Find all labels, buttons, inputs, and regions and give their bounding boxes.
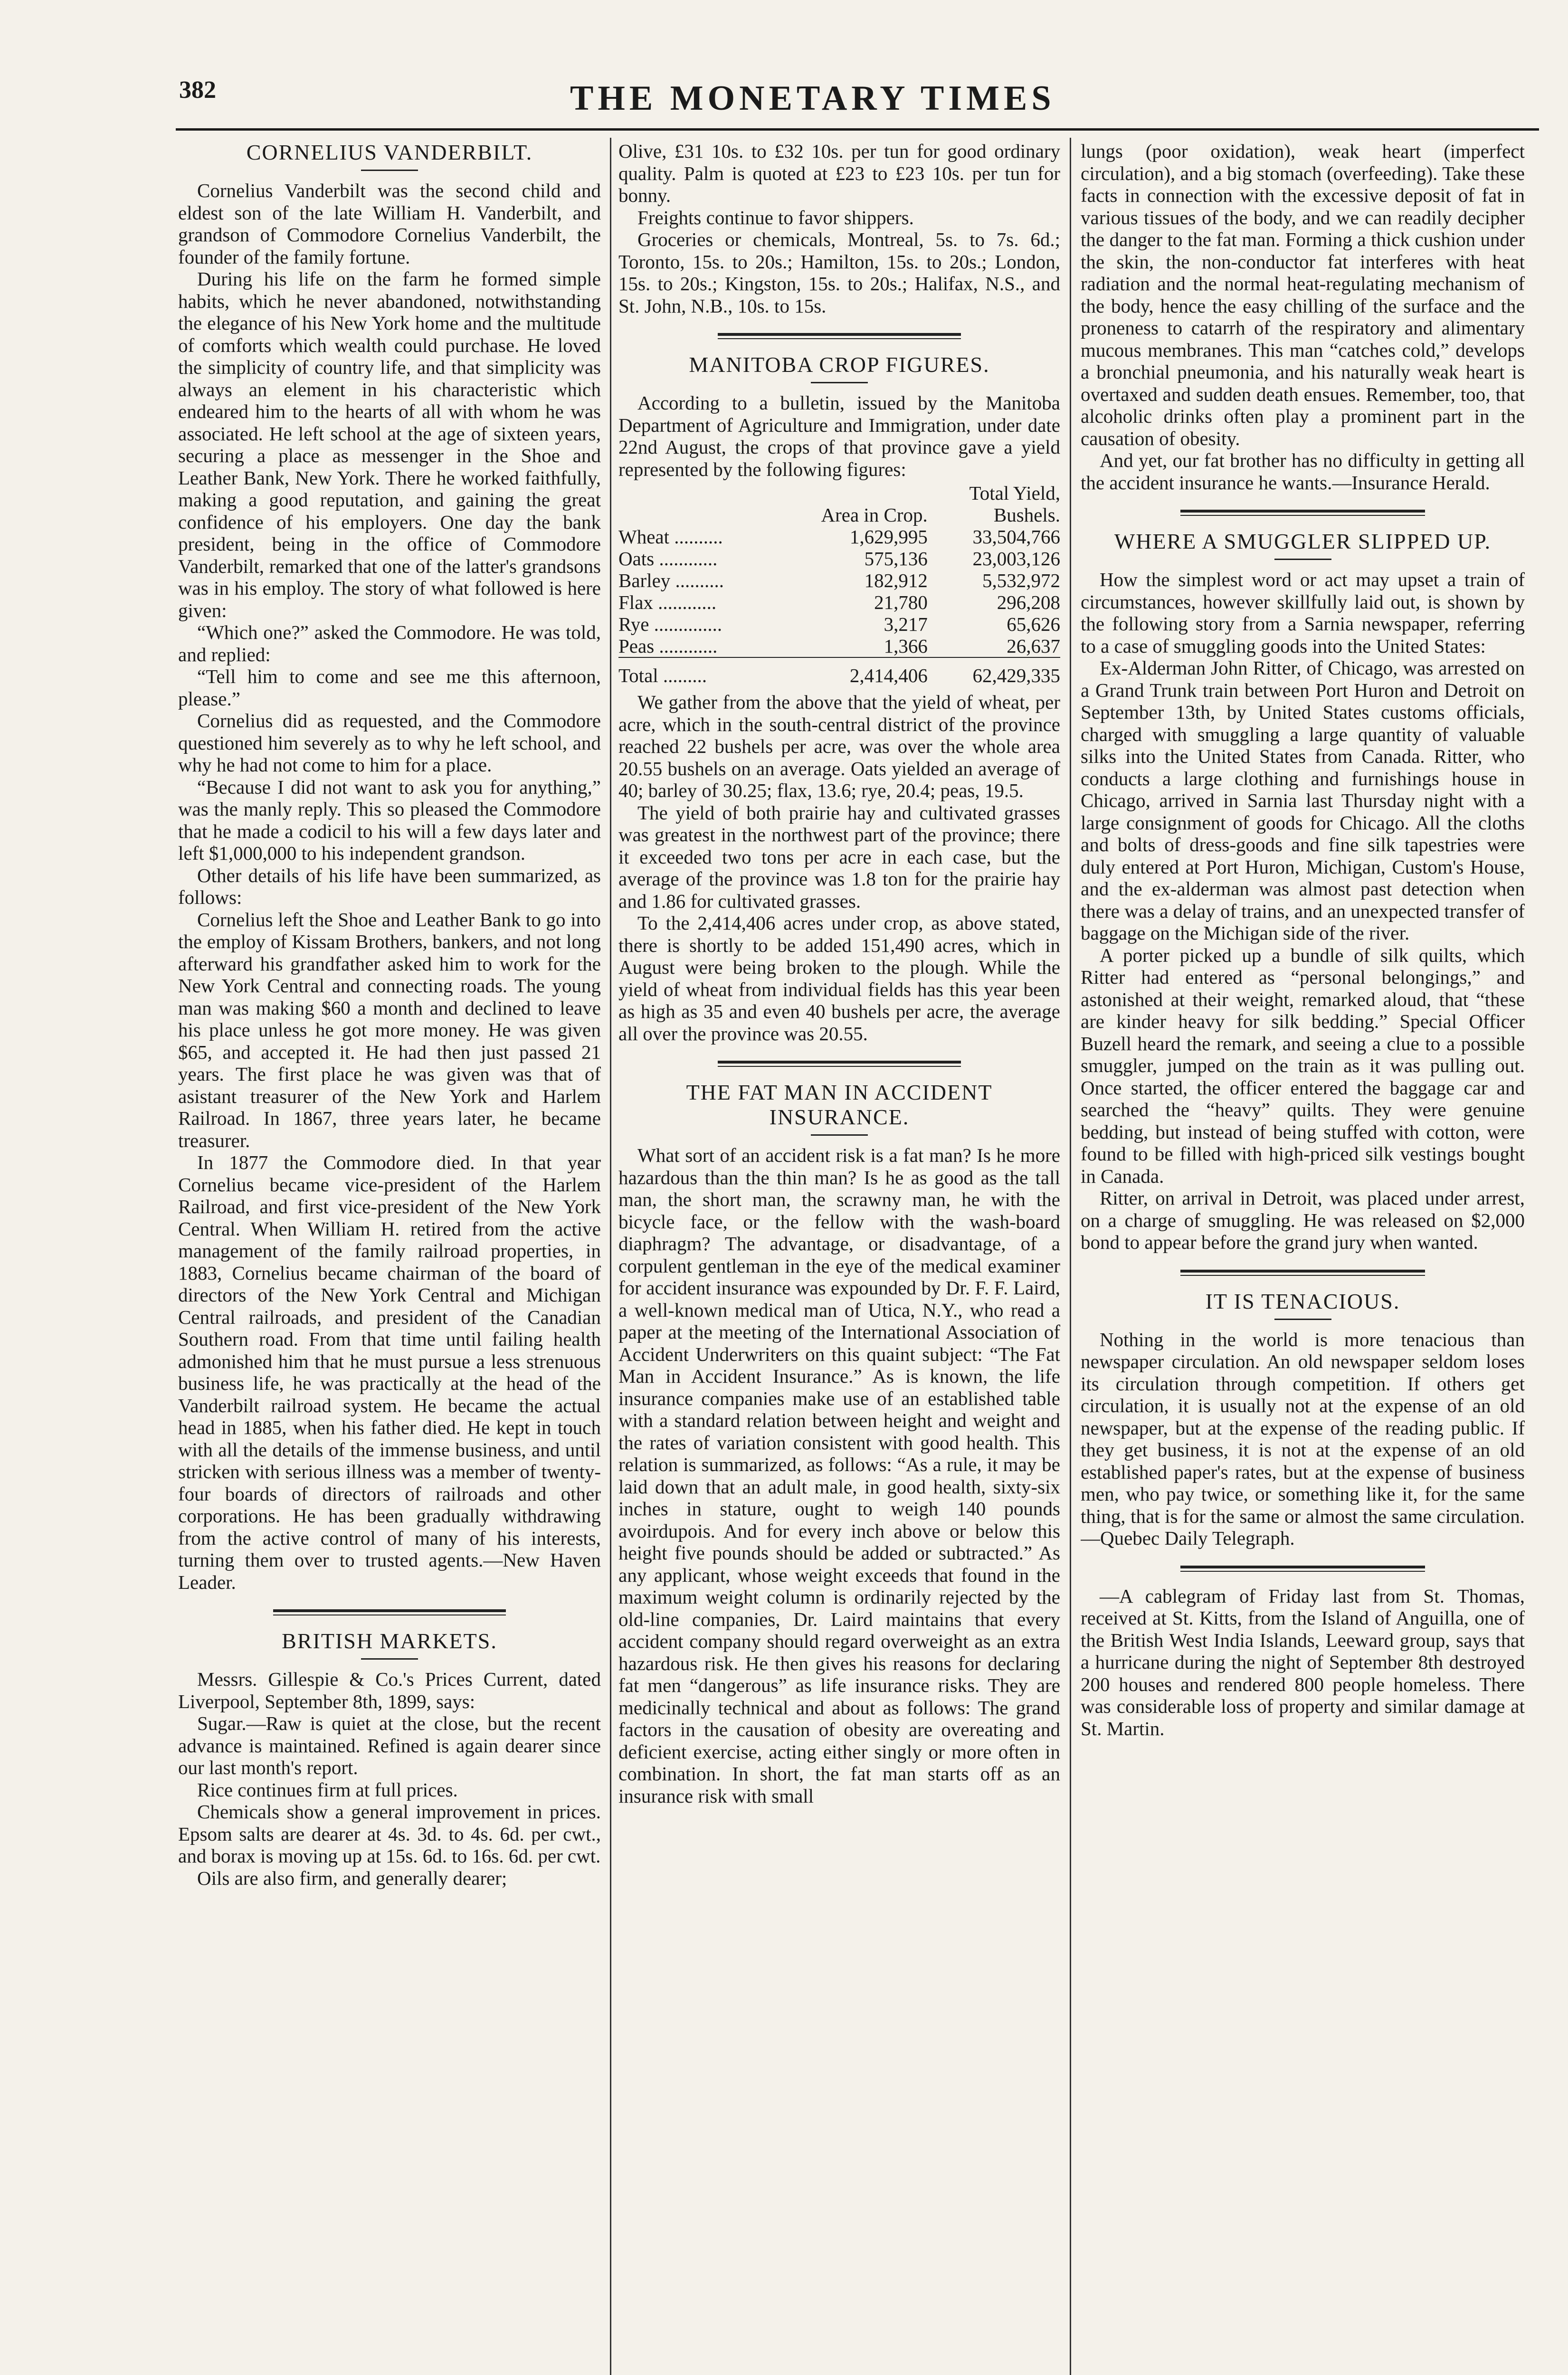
- paragraph: In 1877 the Commodore died. In that year Cornelius became vice-president of the Harlem Railroad, and first vice-president of the New York Central. When William H. retired from the active management of the family railroad properties, in 1883, Cornelius became chairman of the board of directors of the New York Central and Michigan Central railroads, and president of the Canadian Southern road. From that time until failing health admonished him that he must pursue a less strenuous business life, he was practically at the head of the Vanderbilt railroad system. He became the actual head in 1885, when his father died. He kept in touch with all the details of the immense business, and until stricken with serious illness was a member of twenty-four boards of directors of railroads and other corporations. He has been gradually withdrawing from the active control of many of his interests, turning them over to trusted agents.—New Haven Leader.: [178, 1151, 601, 1593]
- paragraph: Other details of his life have been summarized, as follows:: [178, 864, 601, 908]
- paragraph: Freights continue to favor shippers.: [637, 206, 914, 228]
- article-title-fat-man: THE FAT MAN IN ACCIDENT INSURANCE.: [686, 1080, 993, 1129]
- article-title-british-markets: BRITISH MARKETS.: [282, 1629, 497, 1653]
- vanderbilt-article: [178, 140, 601, 1593]
- column-divider-2: [1070, 138, 1071, 2375]
- table-row: Barley .......... 182,912 5,532,972: [618, 570, 1060, 591]
- table-row: Flax ............ 21,780 296,208: [618, 591, 1060, 613]
- tenacious-article: [1081, 1289, 1525, 1549]
- table-row: Peas ............ 1,366 26,637: [618, 635, 1060, 657]
- page-number: 382: [179, 76, 216, 104]
- column-1: [178, 140, 601, 2375]
- paragraph: How the simplest word or act may upset a train of circumstances, however skillfully laid out, is shown by the following story from a Sarnia newspaper, referring to a case of smuggling goods into the United States:: [1081, 569, 1525, 657]
- title-underline: [361, 1658, 418, 1660]
- column-3: [1081, 140, 1525, 2375]
- manitoba-article: [618, 352, 1060, 1045]
- title-underline: [1274, 1319, 1331, 1320]
- article-title-vanderbilt: CORNELIUS VANDERBILT.: [246, 140, 533, 164]
- paragraph: Oils are also firm, and generally dearer;: [197, 1867, 507, 1889]
- british-markets-article: [178, 1629, 601, 1889]
- table-header-area: Area in Crop.: [821, 504, 928, 526]
- paragraph: Ex-Alderman John Ritter, of Chicago, was arrested on a Grand Trunk train between Port Huron and Detroit on September 13th, by United States customs officials, charged with smuggling a large quantity of valuable silks into the United States from Canada. Ritter, who conducts a large clothing and furnishings house in Chicago, arrived in Sarnia last Thursday night with a large consignment of goods for Chicago. All the cloths and bolts of dress-goods and fine silk tapestries were duly entered at Port Huron, Michigan, Custom's House, and the ex-alderman was almost past detection when there was a delay of trains, and an unexpected transfer of baggage on the Michigan side of the river.: [1081, 657, 1525, 944]
- paragraph: To the 2,414,406 acres under crop, as above stated, there is shortly to be added 151,490 acres, which in August were being broken to the plough. While the yield of wheat from individual fields has this year been as high as 35 and even 40 bushels per acre, the average all over the province was 20.55.: [618, 912, 1060, 1045]
- article-title-tenacious: IT IS TENACIOUS.: [1205, 1289, 1400, 1313]
- paragraph: Ritter, on arrival in Detroit, was placed under arrest, on a charge of smuggling. He was released on $2,000 bond to appear before the grand jury when wanted.: [1081, 1187, 1525, 1253]
- column-divider-1: [610, 138, 611, 2375]
- paragraph: lungs (poor oxidation), weak heart (imperfect circulation), and a big stomach (overfeeding). Take these facts in connection with the excessive deposit of fat in various tissues of the body, and we can readily decipher the danger to the fat man. Forming a thick cushion under the skin, the non-conductor fat interferes with heat radiation and the normal heat-regulating mechanism of the body, hence the easy chilling of the surface and the proneness to catarrh of the respiratory and alimentary mucous membranes. This man “catches cold,” develops a bronchial pneumonia, and his naturally weak heart is overtaxed and sudden death ensues. Remember, too, that alcoholic drinks often play a prominent part in the causation of obesity.: [1081, 140, 1525, 449]
- article-title-manitoba: MANITOBA CROP FIGURES.: [689, 352, 990, 377]
- british-markets-continued: [618, 140, 1060, 317]
- paragraph: Rice continues firm at full prices.: [197, 1778, 458, 1801]
- table-total-row: Total ......... 2,414,406 62,429,335: [618, 665, 1060, 686]
- paragraph: “Which one?” asked the Commodore. He was told, and replied:: [178, 621, 601, 665]
- fat-man-article: [618, 1080, 1060, 1807]
- title-underline: [811, 1134, 868, 1136]
- section-divider: [1180, 510, 1425, 516]
- paragraph: According to a bulletin, issued by the Manitoba Department of Agriculture and Immigration, under date 22nd August, the crops of that province gave a yield represented by the following figures:: [618, 392, 1060, 480]
- smuggler-article: [1081, 529, 1525, 1254]
- paragraph: A porter picked up a bundle of silk quilts, which Ritter had entered as “personal belongings,” and astonished at their weight, remarked aloud, that “these are kinder heavy for silk bedding.” Special Officer Buzell heard the remark, and seeing a clue to a possible smuggler, jumped on the train as it was pulling out. Once started, the officer entered the baggage car and searched the “heavy” quilts. They were genuine bedding, but instead of being stuffed with cotton, were found to be filled with high-priced silk vestings bought in Canada.: [1081, 944, 1525, 1187]
- section-divider: [718, 1061, 961, 1067]
- table-header-top: Total Yield,: [969, 482, 1060, 504]
- paragraph: Messrs. Gillespie & Co.'s Prices Current, dated Liverpool, September 8th, 1899, says:: [178, 1668, 601, 1712]
- paragraph: Sugar.—Raw is quiet at the close, but the recent advance is maintained. Refined is again dearer since our last month's report.: [178, 1712, 601, 1778]
- table-row: Oats ............ 575,136 23,003,126: [618, 548, 1060, 570]
- cablegram-item: [1081, 1585, 1525, 1740]
- section-divider: [273, 1609, 506, 1615]
- paragraph: Chemicals show a general improvement in prices. Epsom salts are dearer at 4s. 3d. to 4s. 6d. per cwt., and borax is moving up at 15s. 6d. to 16s. 6d. per cwt.: [178, 1801, 601, 1867]
- paragraph: What sort of an accident risk is a fat man? Is he more hazardous than the thin man? Is he as good as the tall man, the short man, the scrawny man, he with the bicycle face, or the fellow with the wash-board diaphragm? The advantage, or disadvantage, of a corpulent gentleman in the eye of the medical examiner for accident insurance was expounded by Dr. F. F. Laird, a well-known medical man of Utica, N.Y., who read a paper at the meeting of the International Association of Accident Underwriters on this quaint subject: “The Fat Man in Accident Insurance.” As is known, the life insurance companies make use of an established table with a standard relation between height and weight and the rates of variation consistent with good health. This relation is summarized, as follows: “As a rule, it may be laid down that an adult male, in good health, sixty-six inches in stature, ought to weigh 140 pounds avoirdupois. And for every inch above or below this height five pounds should be added or subtracted.” As any applicant, whose weight exceeds that found in the maximum weight column is ordinarily rejected by the old-line companies, Dr. Laird maintains that every accident company should regard overweight as an extra hazardous risk. He then gives his reasons for declaring fat men “dangerous” as life insurance risks. They are medicinally technical and about as follows: The grand factors in the causation of obesity are overeating and deficient exercise, acting either singly or more often in combination. In short, the fat man starts off as an insurance risk with small: [618, 1144, 1060, 1807]
- header-rule: [176, 128, 1539, 131]
- paragraph: “Tell him to come and see me this afternoon, please.”: [178, 665, 601, 710]
- crop-figures-table: [618, 482, 1060, 686]
- article-title-smuggler: WHERE A SMUGGLER SLIPPED UP.: [1114, 529, 1492, 553]
- paragraph: Olive, £31 10s. to £32 10s. per tun for good ordinary quality. Palm is quoted at £23 to £23 10s. per tun for bonny.: [618, 140, 1060, 206]
- paragraph: During his life on the farm he formed simple habits, which he never abandoned, notwithstanding the elegance of his New York home and the multitude of comforts which wealth could purchase. He loved the simplicity of country life, and that simplicity was always an element in his characteristic which endeared him to the hearts of all with whom he was associated. He left school at the age of sixteen years, securing a place as messenger in the Shoe and Leather Bank, New York. There he worked faithfully, making a good reputation, and gaining the great confidence of his employers. One day the bank president, being in the office of Commodore Vanderbilt, remarked that one of the latter's grandsons was in his employ. The story of what followed is here given:: [178, 268, 601, 621]
- masthead: THE MONETARY TIMES: [570, 79, 1055, 118]
- table-row: Wheat .......... 1,629,995 33,504,766: [618, 526, 1060, 548]
- section-divider: [718, 333, 961, 339]
- section-divider: [1180, 1270, 1425, 1276]
- paragraph: The yield of both prairie hay and cultivated grasses was greatest in the northwest part of the province; there it exceeded two tons per acre in each case, but the average of the province was 1.8 ton for the prairie hay and 1.86 for cultivated grasses.: [618, 801, 1060, 912]
- title-underline: [811, 382, 868, 383]
- title-underline: [1274, 559, 1331, 560]
- paragraph: Cornelius did as requested, and the Commodore questioned him severely as to why he left school, and why he had not come to him for a place.: [178, 710, 601, 776]
- paragraph: Cornelius left the Shoe and Leather Bank to go into the employ of Kissam Brothers, bankers, and not long afterward his grandfather asked him to work for the New York Central and connecting roads. The young man was making $60 a month and declined to leave his place unless he got more money. He was given $65, and accepted it. He had then just passed 21 years. The first place he was given was that of asistant treasurer of the New York and Harlem Railroad. In 1867, three years later, he became treasurer.: [178, 908, 601, 1151]
- paragraph: —A cablegram of Friday last from St. Thomas, received at St. Kitts, from the Island of Anguilla, one of the British West India Islands, Leeward group, says that a hurricane during the night of September 8th destroyed 200 houses and rendered 800 people homeless. There was considerable loss of property and similar damage at St. Martin.: [1081, 1585, 1525, 1739]
- table-row: Rye .............. 3,217 65,626: [618, 613, 1060, 635]
- paragraph: “Because I did not want to ask you for anything,” was the manly reply. This so pleased the Commodore that he made a codicil to his will a few days later and left $1,000,000 to his independent grandson.: [178, 776, 601, 864]
- title-underline: [361, 170, 418, 171]
- section-divider: [1180, 1566, 1425, 1572]
- paragraph: Nothing in the world is more tenacious than newspaper circulation. An old newspaper seldom loses its circulation through competition. If others get circulation, it is usually not at the expense of an old newspaper, but at the expense of the reading public. If they get business, it is not at the expense of an old established paper's rates, but at the expense of business men, who pay twice, or something like it, for the same thing, that is for the same or almost the same circulation.—Quebec Daily Telegraph.: [1081, 1328, 1525, 1549]
- paragraph: And yet, our fat brother has no difficulty in getting all the accident insurance he wants.—Insurance Herald.: [1081, 449, 1525, 494]
- column-2: [618, 140, 1060, 2375]
- table-header-bushels: Bushels.: [993, 504, 1060, 526]
- paragraph: Cornelius Vanderbilt was the second child and eldest son of the late William H. Vanderbilt, and grandson of Commodore Cornelius Vanderbilt, the founder of the family fortune.: [178, 180, 601, 268]
- paragraph: Groceries or chemicals, Montreal, 5s. to 7s. 6d.; Toronto, 15s. to 20s.; Hamilton, 15s. to 20s.; London, 15s. to 20s.; Kingston, 15s. to 20s.; Halifax, N.S., and St. John, N.B., 10s. to 15s.: [618, 228, 1060, 317]
- paragraph: We gather from the above that the yield of wheat, per acre, which in the south-central district of the province reached 22 bushels per acre, was over the whole area 20.55 bushels on an average. Oats yielded an average of 40; barley of 30.25; flax, 13.6; rye, 20.4; peas, 19.5.: [618, 691, 1060, 801]
- fat-man-continued: [1081, 140, 1525, 494]
